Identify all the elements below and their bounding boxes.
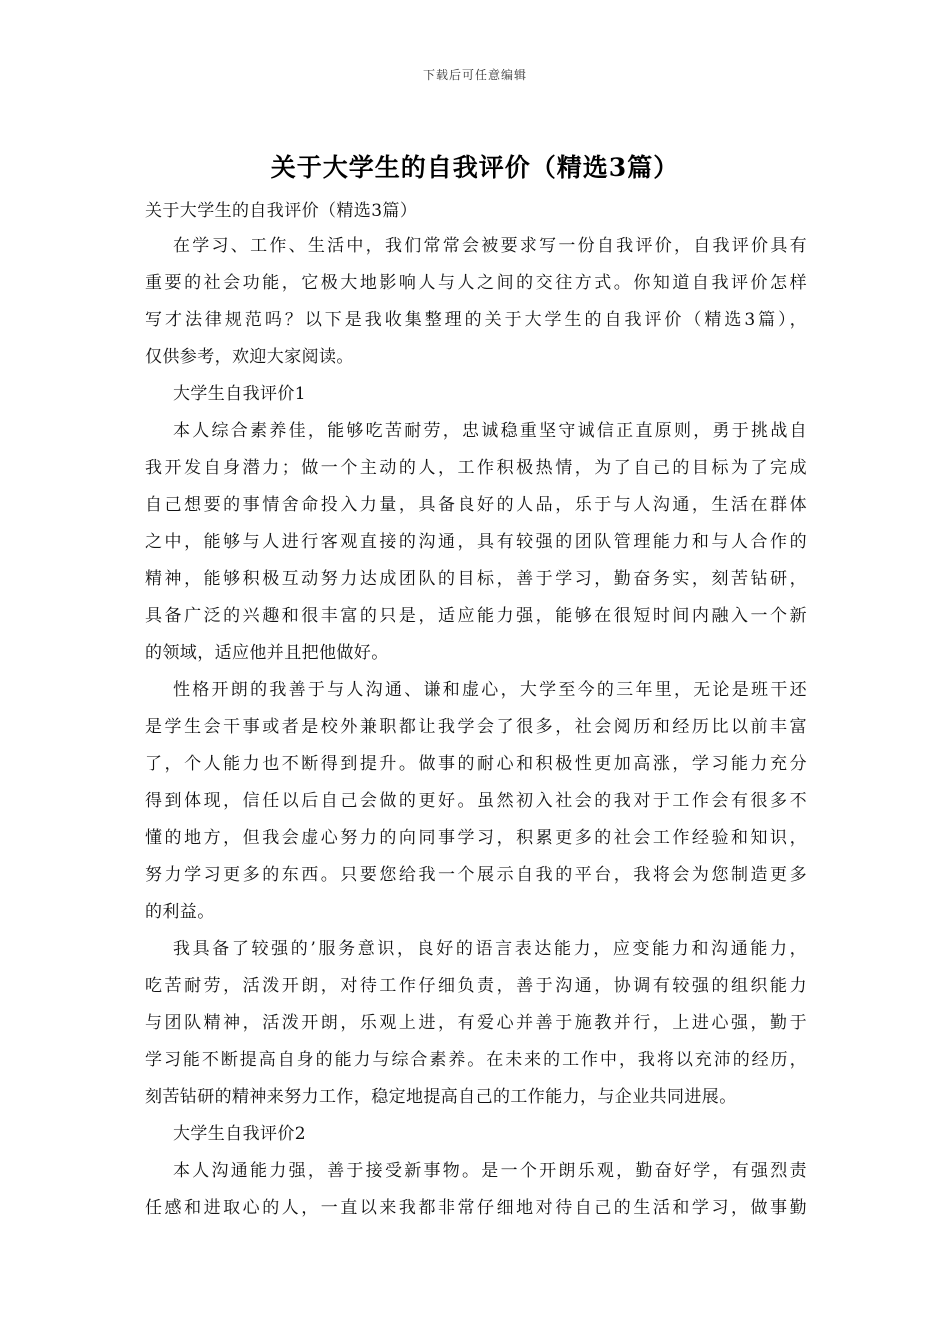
text-line: 与团队精神，活泼开朗，乐观上进，有爱心并善于施教并行，上进心强，勤于: [145, 1013, 807, 1033]
text-line: 自己想要的事情舍命投入力量，具备良好的人品，乐于与人沟通，生活在群体: [145, 495, 807, 515]
text-line: 具备广泛的兴趣和很丰富的只是，适应能力强，能够在很短时间内融入一个新: [145, 606, 807, 626]
text-line: 的领域，适应他并且把他做好。: [145, 643, 389, 663]
text-line: 了，个人能力也不断得到提升。做事的耐心和积极性更加高涨，学习能力充分: [145, 754, 807, 774]
section-heading: 大学生自我评价2: [173, 1124, 307, 1144]
text-line: 精神，能够积极互动努力达成团队的目标，善于学习，勤奋务实，刻苦钻研，: [145, 569, 807, 589]
text-line: 是学生会干事或者是校外兼职都让我学会了很多，社会阅历和经历比以前丰富: [145, 717, 807, 737]
section1-paragraph-1: [145, 413, 807, 672]
text-line: 得到体现，信任以后自己会做的更好。虽然初入社会的我对于工作会有很多不: [145, 791, 807, 811]
text-line: 吃苦耐劳，活泼开朗，对待工作仔细负责，善于沟通，协调有较强的组织能力: [145, 976, 807, 996]
text-line: 学习能不断提高自身的能力与综合素养。在未来的工作中，我将以充沛的经历，: [145, 1050, 807, 1070]
text-line: 的利益。: [145, 902, 215, 922]
text-line: 本人沟通能力强，善于接受新事物。是一个开朗乐观，勤奋好学，有强烈责: [173, 1161, 807, 1181]
text-line: 本人综合素养佳，能够吃苦耐劳，忠诚稳重坚守诚信正直原则，勇于挑战自: [173, 421, 807, 441]
intro-paragraph: [145, 228, 807, 376]
text-line: 努力学习更多的东西。只要您给我一个展示自我的平台，我将会为您制造更多: [145, 865, 807, 885]
section-heading: 大学生自我评价1: [173, 384, 307, 404]
section1-paragraph-2: [145, 672, 807, 931]
document-title: 关于大学生的自我评价（精选3篇）: [270, 153, 680, 182]
section1-paragraph-3: [145, 931, 807, 1116]
header-note: 下载后可任意编辑: [422, 68, 527, 82]
text-line: 性格开朗的我善于与人沟通、谦和虚心，大学至今的三年里，无论是班干还: [173, 680, 807, 700]
text-line: 之中，能够与人进行客观直接的沟通，具有较强的团队管理能力和与人合作的: [145, 532, 807, 552]
text-line: 我开发自身潜力；做一个主动的人，工作积极热情，为了自己的目标为了完成: [145, 458, 807, 478]
text-line: 写才法律规范吗？以下是我收集整理的关于大学生的自我评价（精选3篇），: [145, 310, 807, 330]
document-body: [145, 194, 807, 1227]
text-line: 重要的社会功能，它极大地影响人与人之间的交往方式。你知道自我评价怎样: [145, 273, 807, 293]
text-line: 仅供参考，欢迎大家阅读。: [145, 347, 354, 367]
section2-paragraph-1: [145, 1153, 807, 1227]
text-line: 我具备了较强的’服务意识，良好的语言表达能力，应变能力和沟通能力，: [173, 939, 807, 959]
text-line: 刻苦钻研的精神来努力工作，稳定地提高自己的工作能力，与企业共同进展。: [145, 1087, 737, 1107]
text-line: 在学习、工作、生活中，我们常常会被要求写一份自我评价，自我评价具有: [173, 236, 807, 256]
subtitle-line: 关于大学生的自我评价（精选3篇）: [145, 201, 418, 221]
text-line: 任感和进取心的人，一直以来我都非常仔细地对待自己的生活和学习，做事勤: [145, 1198, 807, 1218]
text-line: 懂的地方，但我会虚心努力的向同事学习，积累更多的社会工作经验和知识，: [145, 828, 807, 848]
